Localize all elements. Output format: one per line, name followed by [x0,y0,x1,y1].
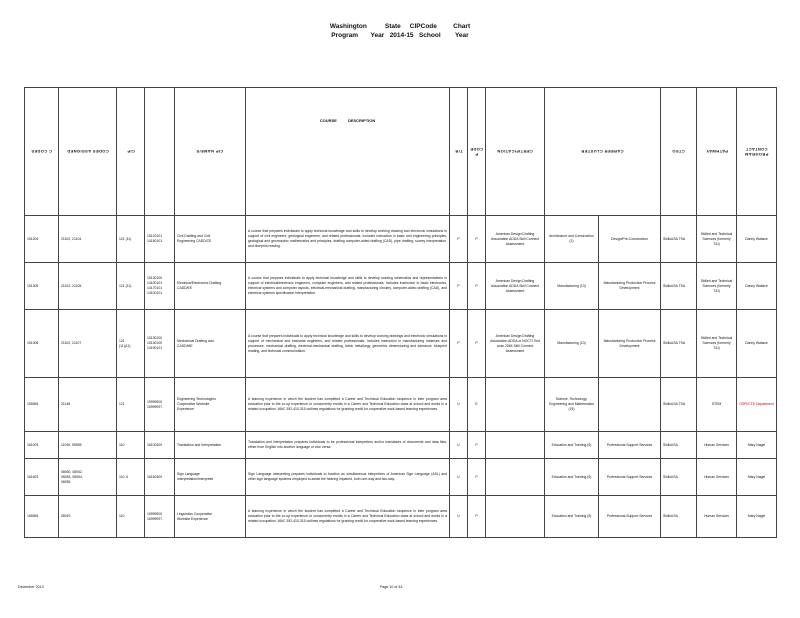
table-cell-c11: Professional Support Services [599,432,661,459]
table-cell-c2: 08050, 08052, 08053, 08054, 08055 [59,459,117,496]
table-cell-c8: P [468,216,486,263]
table-cell-c6: A learning experience in which the student has completed a Career and Technical Education sequence in their program area education prior to the co-op experience or concurrently enrolls in a Career and Technical Education class at school and works in a related occupation. WAC 392-410-315 outlines regulations for granting credit for cooperative work-based learning experiences. [246,378,450,432]
table-row [25,310,777,378]
table-cell-c14: Danny Wallace [737,263,777,310]
table-cell-c6: Sign Language Interpreting prepares individuals to function as simultaneous interpreters of American Sign Language (ASL) and other sign language systems employed to assist the hearing impaired, both one-way and two-way. [246,459,450,496]
table-cell-c7: P [450,263,468,310]
table-cell-c5: Electrical/Electronics Drafting CADD/EE [175,263,246,310]
footer-date: December 2013 [18,585,44,589]
table-cell-c14: Mary Nagel [737,496,777,538]
header-pathway: PATHWAY [697,88,737,216]
header-career-cluster: CAREER CLUSTER [545,88,661,216]
header-cip: CIP [117,88,145,216]
table-row [25,432,777,459]
title-line-2: Program Year 2014-15 School Year [331,32,469,39]
table-cell-c7: P [450,310,468,378]
table-cell-c6: Translation and Interpretation prepares individuals to be professional interpreters and/or translators of documents and data files, either from English into another language or vice versa. [246,432,450,459]
table-cell-c12: SkillsUSA TSA [661,310,697,378]
title-line-1: Washington State CIPCode Chart [329,23,471,30]
table-cell-c4: 16999900 16999997 [145,496,175,538]
table-cell-c10: Education and Training (5) [545,432,599,459]
header-description: COURSE DESCRIPTION [246,88,450,216]
table-cell-c7: U [450,378,468,432]
table-cell-c5: Sign Language Interpretation/Interpreter [175,459,246,496]
table-cell-c7: U [450,496,468,538]
table-cell-c11: Design/Pre-Construction [599,216,661,263]
table-row [25,496,777,538]
table-cell-c10: Manufacturing (13) [545,310,599,378]
header-ctso: CTSO [661,88,697,216]
header-program-contact: PROGRAM CONTACT [737,88,777,216]
table-cell-c9: American Design Drafting Association ADDA Skill Connect Assessment [486,216,545,263]
table-cell-c13: STEM [697,378,737,432]
table-cell-c2: 21102, 21107 [59,310,117,378]
table-cell-c4: 15130100 15130100 14190101 [145,310,175,378]
table-cell-c11: Manufacturing Production Process Development [599,263,661,310]
table-cell-c9: American Design Drafting Association ADDA or NOCTI Test code 2064 Skill Connect Assessment [486,310,545,378]
table-row [25,459,777,496]
table-cell-c1: 161003 [25,432,59,459]
table-cell-c12: SkillsUSA TSA [661,216,697,263]
table-cell-c11: Professional Support Services [599,459,661,496]
table-cell-c10: Science, Technology, Engineering and Mathematics (15) [545,378,599,432]
table-cell-c12: SkillsUSA TSA [661,378,697,432]
table-cell-c8: P [468,459,486,496]
footer-page-number: Page 10 of 43 [380,585,403,589]
table-cell-c3: 121 (11) [117,216,145,263]
header-certification: CERTIFICATION [486,88,545,216]
table-cell-c9 [486,459,545,496]
table-cell-c12: SkillsUSA [661,496,697,538]
table-cell-c10: Architecture and Construction (2) [545,216,599,263]
table-cell-c1: 161603 [25,459,59,496]
table-cell-c14: OSPI/CTE Department [737,378,777,432]
table-cell-c4: 15130100 14100101 14170101 14100101 [145,263,175,310]
table-cell-c13: Skilled and Technical Sciences (formerly T&I) [697,310,737,378]
table-cell-c2: 11049, 55555 [59,432,117,459]
table-cell-c7: U [450,459,468,496]
table-cell-c5: Engineering Technologies Cooperative Worksite Experience [175,378,246,432]
cip-code-table [24,87,777,538]
table-cell-c4: 15120101 14150101 [145,216,175,263]
table-cell-c13: Human Services [697,496,737,538]
table-cell-c6: A learning experience in which the student has completed a Career and Technical Education sequence in their program area education prior to the co-op experience or concurrently enrolls in a Career and Technical Education class at school and works in a related occupation. WAC 392-410-315 outlines regulations for granting credit for cooperative work-based learning experiences. [246,496,450,538]
table-cell-c9 [486,432,545,459]
table-cell-c10: Manufacturing (13) [545,263,599,310]
table-cell-c11 [599,378,661,432]
table-cell-c9 [486,496,545,538]
table-cell-c7: P [450,216,468,263]
table-cell-c1: 165555 [25,496,59,538]
table-cell-c9 [486,378,545,432]
table-cell-c8: P [468,432,486,459]
table-cell-c3: 121 (11) [117,263,145,310]
table-cell-c8: P [468,496,486,538]
table-cell-c5: Translation and Interpretation [175,432,246,459]
table-cell-c10: Education and Training (5) [545,496,599,538]
table-cell-c8: P [468,310,486,378]
table-cell-c11: Professional Support Services [599,496,661,538]
table-cell-c6: A course that prepares individuals to apply technical knowledge and skills to develop working drawing and electronic simulations in support of civil engineers, geological engineers, and related professionals. Includes instruction in basic civil engineering principles, geological and geomorphic mathematics and principles, drafting computer-aided drafting (CAD), pipe drafting, survey interpretation, and blueprint reading. [246,216,450,263]
table-cell-c14: Mary Nagel [737,459,777,496]
table-cell-c4: 15999900 15999997 [145,378,175,432]
table-cell-c7: U [450,432,468,459]
table-row [25,216,777,263]
table-cell-c9: American Design Drafting Association ADDA Skill Connect Assessment [486,263,545,310]
table-cell-c4: 16160300 [145,459,175,496]
header-tr: T/R [450,88,468,216]
header-cip-names: CIP NAME/S [175,88,246,216]
table-cell-c3: 110 [117,496,145,538]
table-cell-c1: 155555 [25,378,59,432]
header-row [25,88,777,216]
table-cell-c5: Civil Drafting and Civil Engineering CADD/CE [175,216,246,263]
table-cell-c8: P [468,263,486,310]
table-cell-c3: 110, 6 [117,459,145,496]
header-codes-assigned: CODES ASSIGNED [59,88,117,216]
table-cell-c13: Skilled and Technical Sciences (formerly T&I) [697,216,737,263]
table-cell-c11: Manufacturing Production Process Development [599,310,661,378]
header-p-code: P CODE [468,88,486,216]
table-cell-c2: 08019 [59,496,117,538]
table-row [25,378,777,432]
table-cell-c12: SkillsUSA [661,459,697,496]
table-cell-c13: Skilled and Technical Sciences (formerly T&I) [697,263,737,310]
table-cell-c6: A course that prepares individuals to apply technical knowledge and skills to develop working drawings and electronic simulations in support of mechanical and industrial engineers, and related professionals. Includes instruction in manufacturing materials and processes, mechanical drafting, electrical-mechanical drafting, basic metallurgy, geometric dimensioning and tolerance, blueprint reading, and technical communication. [246,310,450,378]
table-cell-c14: Danny Wallace [737,310,777,378]
table-cell-c8: E [468,378,486,432]
table-cell-c10: Education and Training (5) [545,459,599,496]
table-cell-c6: A course that prepares individuals to apply technical knowledge and skills to develop working schematics and representations in support of electrical/electronic engineers, computer engineers, and related professionals. Includes instruction in basic electronics, electrical systems and computer layouts, electrical-mechanical drafting, manufacturing circuitry, computer-aided drafting (CAD), and electrical systems specification interpretation. [246,263,450,310]
table-cell-c1: 151305 [25,263,59,310]
table-cell-c3: 110 [117,432,145,459]
table-cell-c4: 16100300 [145,432,175,459]
header-c-codes: C CODES [25,88,59,216]
page-title [0,22,800,40]
table-cell-c12: SkillsUSA [661,432,697,459]
table-cell-c1: 151306 [25,310,59,378]
table-cell-c14: Mary Nagel [737,432,777,459]
table-cell-c5: Mechanical Drafting and CADD/ME [175,310,246,378]
table-cell-c5: Linguistics Cooperative Worksite Experience [175,496,246,538]
table-cell-c12: SkillsUSA TSA [661,263,697,310]
table-cell-c14: Danny Wallace [737,216,777,263]
table-cell-c3: 121 [117,378,145,432]
table-cell-c2: 21102, 21105 [59,263,117,310]
table-cell-c2: 21148 [59,378,117,432]
table-cell-c3: 121 (11)(11) [117,310,145,378]
header-cip-numbers [145,88,175,216]
table-cell-c13: Human Services [697,459,737,496]
table-row [25,263,777,310]
table-cell-c13: Human Services [697,432,737,459]
table-cell-c1: 151204 [25,216,59,263]
table-cell-c2: 21102, 21104 [59,216,117,263]
